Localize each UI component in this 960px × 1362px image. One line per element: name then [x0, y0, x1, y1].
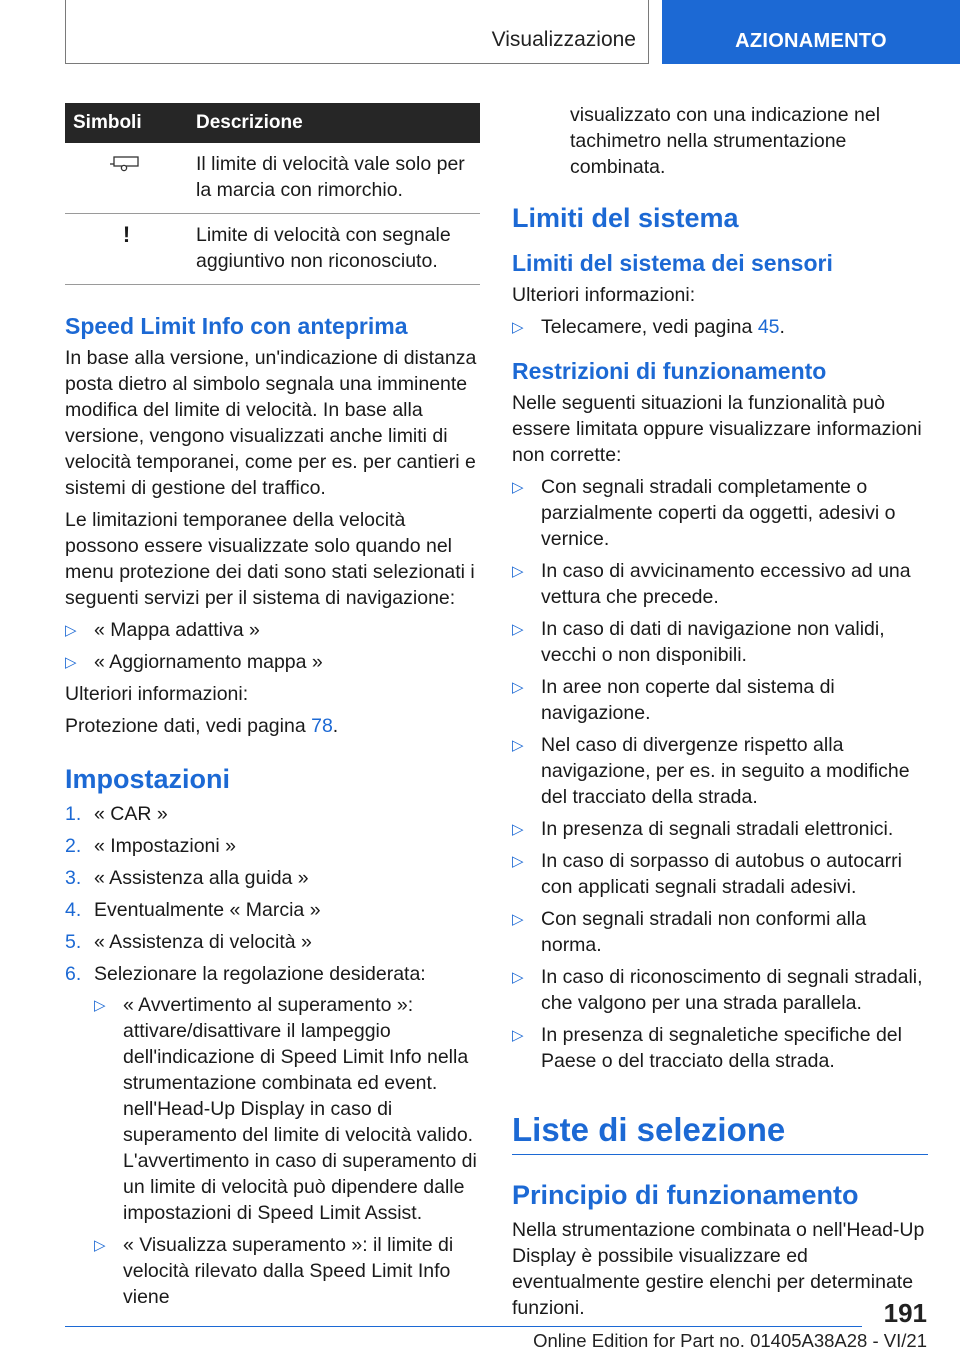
sensor-limits-heading: Limiti del sistema dei sensori	[512, 250, 833, 276]
operating-principle-heading: Principio di funzionamento	[512, 1180, 859, 1210]
list-item: ▷ Con segnali stradali non conformi alla norma.	[512, 908, 867, 956]
triangle-bullet-icon: ▷	[65, 654, 77, 671]
more-info-label: Ulteriori informazioni:	[65, 683, 249, 705]
step-item: 1. « CAR »	[65, 803, 168, 825]
restrictions-heading: Restrizioni di funzionamento	[512, 358, 827, 384]
footer-divider	[65, 1326, 862, 1327]
triangle-bullet-icon: ▷	[94, 997, 106, 1014]
step-item: 2. « Impostazioni »	[65, 835, 236, 857]
settings-heading: Impostazioni	[65, 764, 231, 794]
symbol-cell	[65, 214, 188, 285]
preview-paragraph-1: In base alla versione, un'indicazione di distanza posta dietro al simbolo segnala una imminente modifica del limite di velocità. In base alla versione, vengono visualizzati anche limiti di velocità temporanei, come per es. per cantieri e sistemi di gestione del traffico.	[65, 347, 477, 499]
system-limits-heading: Limiti del sistema	[512, 203, 739, 233]
triangle-bullet-icon: ▷	[65, 622, 77, 639]
sensor-list	[512, 314, 928, 340]
operating-principle-text: Nella strumentazione combinata o nell'Head-Up Display è possibile visualizzare ed eventualmente gestire elenchi per determinate funzioni.	[512, 1219, 925, 1319]
list-item: ▷ In caso di sorpasso di autobus o autocarri con applicati segnali stradali adesivi.	[512, 850, 902, 898]
step-item: 4. Eventualmente « Marcia »	[65, 899, 321, 921]
description-cell: Il limite di velocità vale solo per la marcia con rimorchio.	[188, 143, 480, 214]
page-link-45[interactable]: 45	[757, 316, 780, 338]
step-item: 3. « Assistenza alla guida »	[65, 867, 309, 889]
list-item: ▷ In presenza di segnaletiche specifiche del Paese o del tracciato della strada.	[512, 1024, 902, 1072]
triangle-bullet-icon: ▷	[512, 679, 524, 696]
preview-list	[65, 617, 480, 675]
list-item: ▷ In caso di dati di navigazione non validi, vecchi o non disponibili.	[512, 618, 885, 666]
table-header-symbols: Simboli	[65, 103, 188, 143]
step-item: 5. « Assistenza di velocità »	[65, 931, 312, 953]
list-item: ▷ « Avvertimento al superamento »: attivare/disattivare il lampeggio dell'indicazione di Speed Limit Info nella strumentazione combinata ed event. nell'Head-Up Display in caso di superamento del limite di velocità valido. L'avvertimento in caso di superamento di un limite di velocità può dipendere dalle impostazioni di Speed Limit Assist.	[94, 994, 477, 1224]
symbol-cell	[65, 143, 188, 214]
settings-sub-continued: visualizzato con una indicazione nel tachimetro nella strumentazione combinata.	[570, 104, 881, 178]
table-row	[65, 214, 480, 285]
list-item: ▷ In presenza di segnali stradali elettronici.	[512, 816, 928, 842]
right-column	[512, 100, 928, 1327]
list-item: ▷ « Mappa adattiva »	[65, 617, 480, 643]
triangle-bullet-icon: ▷	[512, 319, 524, 336]
list-item: ▷ « Aggiornamento mappa »	[65, 649, 480, 675]
chapter-tab[interactable]	[662, 0, 960, 64]
triangle-bullet-icon: ▷	[94, 1237, 106, 1254]
preview-heading: Speed Limit Info con anteprima	[65, 313, 408, 339]
list-item: ▷ In caso di avvicinamento eccessivo ad una vettura che precede.	[512, 560, 911, 608]
triangle-bullet-icon: ▷	[512, 563, 524, 580]
list-item: ▷ Nel caso di divergenze rispetto alla navigazione, per es. in seguito a modifiche del tracciato della strada.	[512, 734, 910, 808]
list-item: ▷ Telecamere, vedi pagina 45.	[512, 314, 928, 340]
page-link-78[interactable]: 78	[311, 715, 333, 737]
triangle-bullet-icon: ▷	[512, 1027, 524, 1044]
exclamation-icon: !	[122, 222, 131, 247]
chapter-title: AZIONAMENTO	[735, 30, 887, 52]
privacy-reference: Protezione dati, vedi pagina 78.	[65, 715, 339, 737]
step-item: 6. Selezionare la regolazione desiderata: ▷ « Avvertimento al superamento »: attivare/disattivare il lampeggio dell'indicazione di Speed Limit Info nella strumentazione combinata ed event. nell'Head-Up Display in caso di superamento del limite di velocità valido. L'avvertimento in caso di superamento di un limite di velocità può dipendere dalle impostazioni di Speed Limit Assist. ▷ « Visualizza superamento »: il limite di velocità rilevato dalla Speed Limit Info viene	[65, 961, 480, 1310]
table-header-row	[65, 103, 480, 143]
page-number: 191	[883, 1298, 927, 1328]
list-item: ▷ In caso di riconoscimento di segnali stradali, che valgono per una strada parallela.	[512, 966, 923, 1014]
more-info-label: Ulteriori informazioni:	[512, 284, 696, 306]
triangle-bullet-icon: ▷	[512, 969, 524, 986]
trailer-icon	[110, 151, 144, 173]
settings-sub-list	[94, 992, 480, 1310]
section-title: Visualizzazione	[491, 28, 636, 51]
triangle-bullet-icon: ▷	[512, 737, 524, 754]
left-column	[65, 103, 480, 1316]
triangle-bullet-icon: ▷	[512, 853, 524, 870]
list-item: ▷ « Visualizza superamento »: il limite di velocità rilevato dalla Speed Limit Info viene	[94, 1234, 454, 1308]
table-header-description: Descrizione	[188, 103, 480, 143]
triangle-bullet-icon: ▷	[512, 621, 524, 638]
triangle-bullet-icon: ▷	[512, 821, 524, 838]
table-row	[65, 143, 480, 214]
restrictions-intro: Nelle seguenti situazioni la funzionalità può essere limitata oppure visualizzare informazioni non corrette:	[512, 392, 922, 466]
edition-note: Online Edition for Part no. 01405A38A28 - VI/21	[533, 1330, 927, 1351]
triangle-bullet-icon: ▷	[512, 479, 524, 496]
header-frame	[65, 0, 649, 64]
symbols-table	[65, 103, 480, 285]
preview-paragraph-2: Le limitazioni temporanee della velocità possono essere visualizzate solo quando nel menu protezione dei dati sono stati selezionati i seguenti servizi per il sistema di navigazione:	[65, 509, 475, 609]
triangle-bullet-icon: ▷	[512, 911, 524, 928]
selection-lists-heading: Liste di selezione	[512, 1110, 928, 1155]
settings-steps	[65, 801, 480, 1310]
restrictions-list	[512, 474, 928, 1074]
list-item: ▷ Con segnali stradali completamente o parzialmente coperti da oggetti, adesivi o vernice.	[512, 476, 896, 550]
list-item: ▷ In aree non coperte dal sistema di navigazione.	[512, 676, 835, 724]
description-cell: Limite di velocità con segnale aggiuntivo non riconosciuto.	[188, 214, 480, 285]
